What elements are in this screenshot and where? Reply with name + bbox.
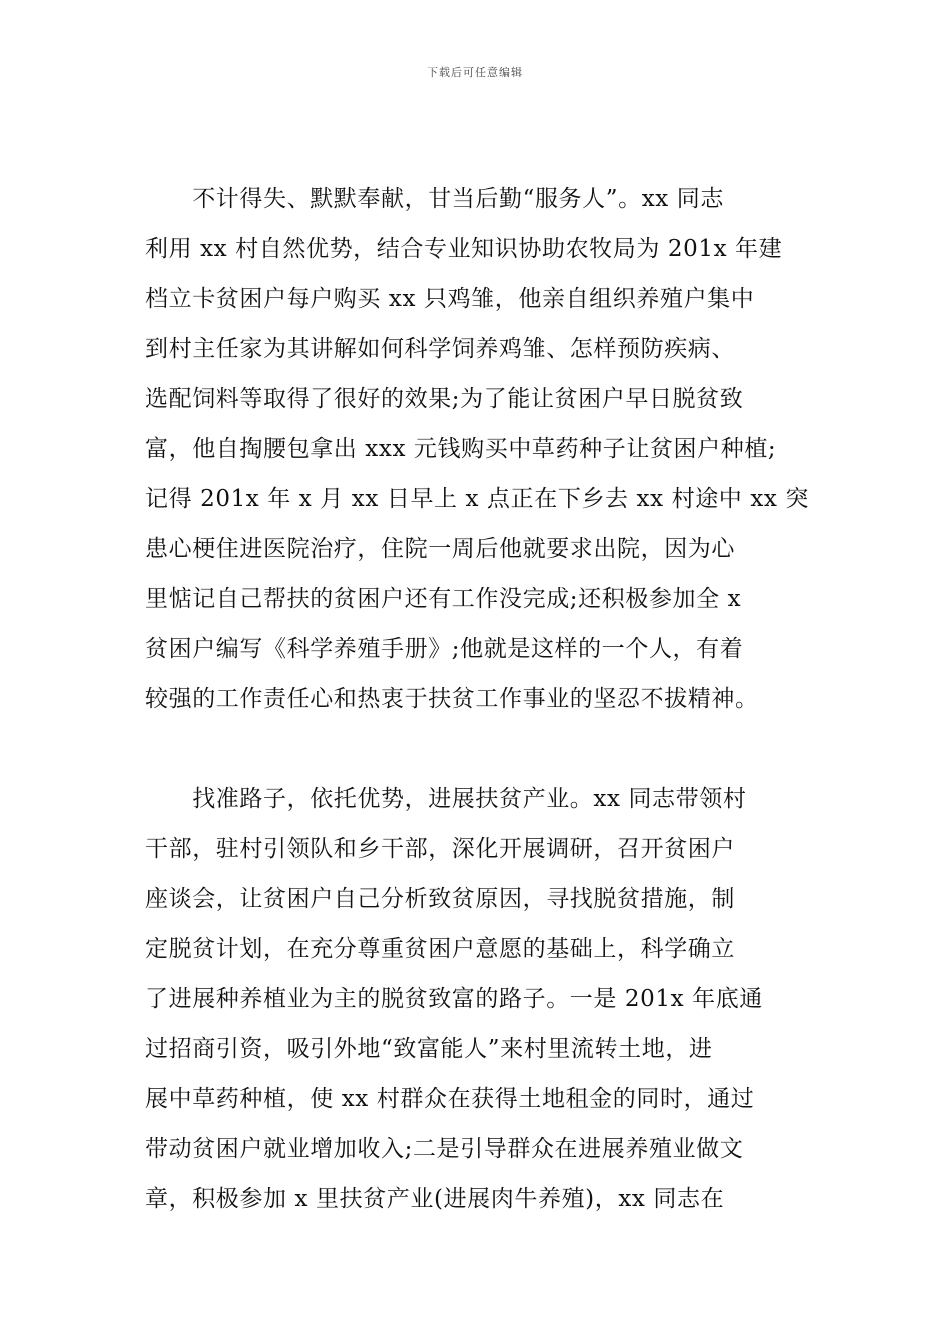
- page-header: 下载后可任意编辑: [427, 66, 523, 79]
- paragraph-line: 贫困户编写《科学养殖手册》;他就是这样的一个人，有着: [145, 636, 744, 662]
- paragraph-line: 利用 xx 村自然优势，结合专业知识协助农牧局为 201x 年建: [145, 236, 783, 262]
- paragraph-line: 了进展种养植业为主的脱贫致富的路子。一是 201x 年底通: [145, 986, 763, 1012]
- paragraph-line: 干部，驻村引领队和乡干部，深化开展调研，召开贫困户: [145, 836, 735, 862]
- paragraph-line: 带动贫困户就业增加收入;二是引导群众在进展养殖业做文: [145, 1136, 744, 1162]
- paragraph-line: 记得 201x 年 x 月 xx 日早上 x 点正在下乡去 xx 村途中 xx 突: [145, 486, 809, 512]
- paragraph-line: 过招商引资，吸引外地“致富能人”来村里流转土地，进: [145, 1036, 713, 1062]
- paragraph-line: 较强的工作责任心和热衷于扶贫工作事业的坚忍不拔精神。: [145, 686, 759, 712]
- paragraph-line: 患心梗住进医院治疗，住院一周后他就要求出院，因为心: [145, 536, 735, 562]
- paragraph-2: [145, 774, 810, 1224]
- paragraph-line: 座谈会，让贫困户自己分析致贫原因，寻找脱贫措施，制: [145, 886, 735, 912]
- paragraph-line: 档立卡贫困户每户购买 xx 只鸡雏，他亲自组织养殖户集中: [145, 286, 755, 312]
- paragraph-line: 富，他自掏腰包拿出 xxx 元钱购买中草药种子让贫困户种植;: [145, 436, 777, 462]
- paragraph-1: [145, 174, 810, 724]
- paragraph-line: 不计得失、默默奉献，甘当后勤“服务人”。xx 同志: [145, 186, 724, 212]
- paragraph-line: 里惦记自己帮扶的贫困户还有工作没完成;还积极参加全 x: [145, 586, 742, 612]
- paragraph-line: 找准路子，依托优势，进展扶贫产业。xx 同志带领村: [145, 786, 747, 812]
- paragraph-line: 到村主任家为其讲解如何科学饲养鸡雏、怎样预防疾病、: [145, 336, 735, 362]
- paragraph-line: 定脱贫计划，在充分尊重贫困户意愿的基础上，科学确立: [145, 936, 735, 962]
- paragraph-line: 选配饲料等取得了很好的效果;为了能让贫困户早日脱贫致: [145, 386, 744, 412]
- paragraph-line: 展中草药种植，使 xx 村群众在获得土地租金的同时，通过: [145, 1086, 755, 1112]
- paragraph-line: 章，积极参加 x 里扶贫产业(进展肉牛养殖)，xx 同志在: [145, 1186, 725, 1212]
